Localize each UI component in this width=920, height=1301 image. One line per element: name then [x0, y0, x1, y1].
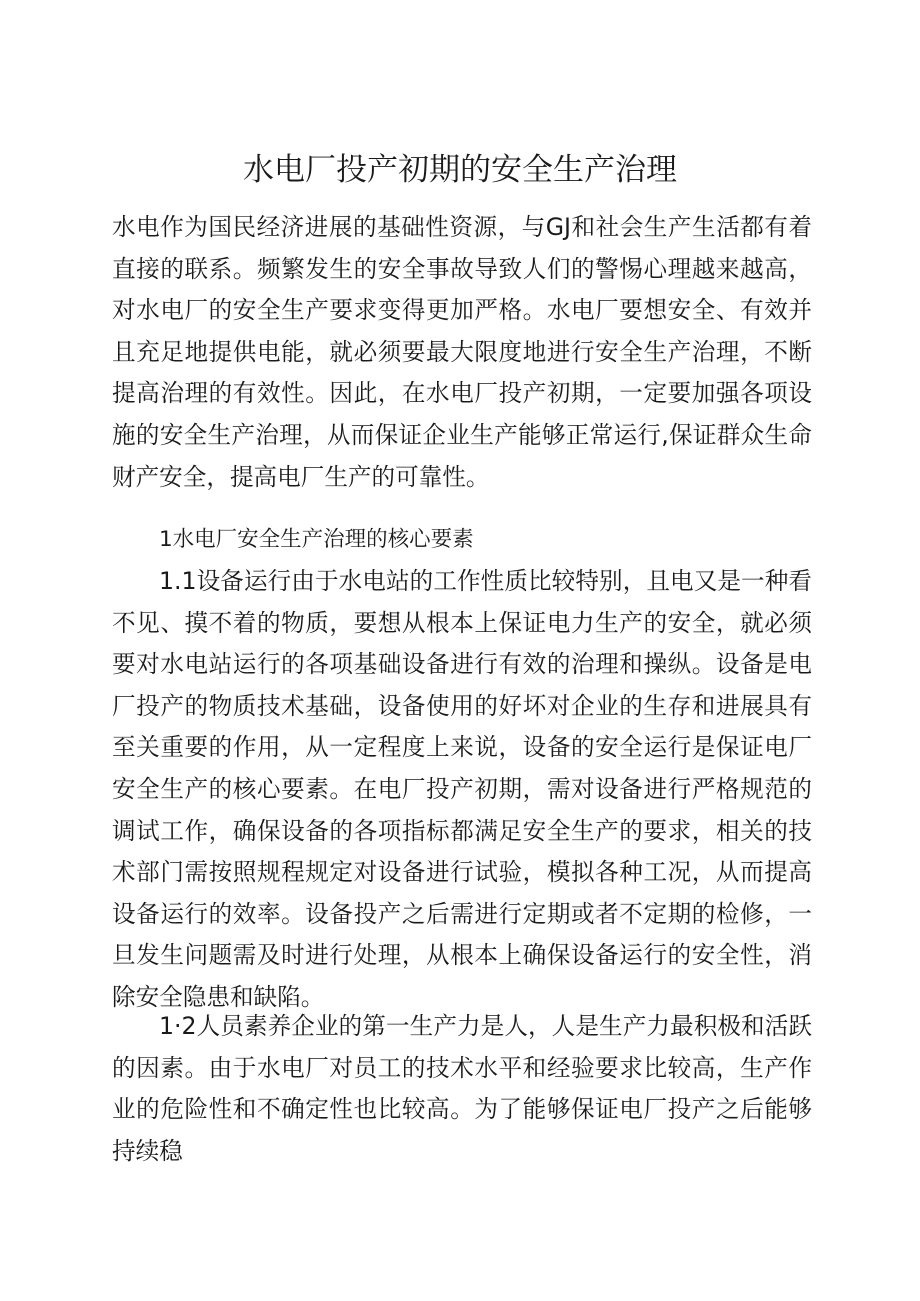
subsection-personnel-paragraph: 1·2人员素养企业的第一生产力是人，人是生产力最积极和活跃的因素。由于水电厂对员工的技术水平和经验要求比较高，生产作业的危险性和不确定性也比较高。为了能够保证电厂投产之后能够持续稳 [112, 1012, 812, 1165]
document-title: 水电厂投产初期的安全生产治理 [243, 152, 677, 188]
intro-paragraph: 水电作为国民经济进展的基础性资源，与GJ和社会生产生活都有着直接的联系。频繁发生的安全事故导致人们的警惕心理越来越高，对水电厂的安全生产要求变得更加严格。水电厂要想安全、有效并且充足地提供电能，就必须要最大限度地进行安全生产治理，不断提高治理的有效性。因此，在水电厂投产初期，一定要加强各项设施的安全生产治理，从而保证企业生产能够正常运行,保证群众生命财产安全，提高电厂生产的可靠性。 [112, 213, 812, 491]
section-heading: 1水电厂安全生产治理的核心要素 [159, 527, 474, 552]
subsection-equipment-paragraph: 1.1设备运行由于水电站的工作性质比较特别，且电又是一种看不见、摸不着的物质，要想从根本上保证电力生产的安全，就必须要对水电站运行的各项基础设备进行有效的治理和操纵。设备是电厂投产的物质技术基础，设备使用的好坏对企业的生存和进展具有至关重要的作用，从一定程度上来说，设备的安全运行是保证电厂安全生产的核心要素。在电厂投产初期，需对设备进行严格规范的调试工作，确保设备的各项指标都满足安全生产的要求，相关的技术部门需按照规程规定对设备进行试验，模拟各种工况，从而提高设备运行的效率。设备投产之后需进行定期或者不定期的检修，一旦发生问题需及时进行处理，从根本上确保设备运行的安全性，消除安全隐患和缺陷。 [112, 567, 812, 1011]
